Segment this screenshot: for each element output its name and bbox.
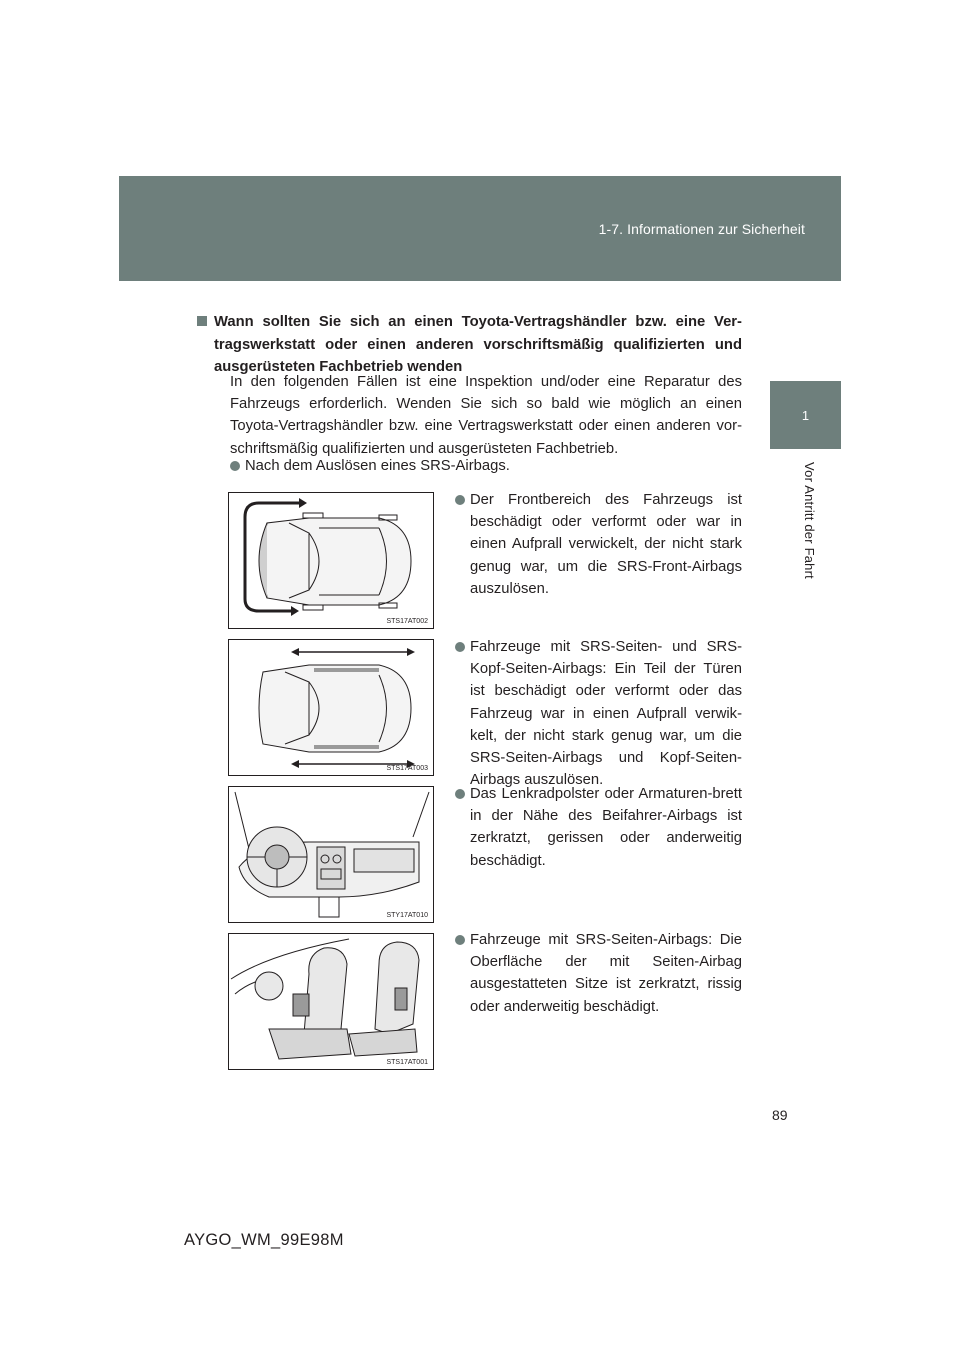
front-seats-illustration: [229, 934, 434, 1070]
circle-bullet-icon: [230, 461, 240, 471]
figure-code: STS17AT001: [386, 1059, 428, 1066]
bullet-item: [245, 455, 745, 477]
chapter-tab: [770, 381, 841, 449]
page-number: 89: [772, 1107, 788, 1123]
bullet-item: [470, 636, 742, 791]
chapter-number: 1: [801, 407, 810, 423]
circle-bullet-icon: [455, 495, 465, 505]
circle-bullet-icon: [455, 789, 465, 799]
chapter-title: Vor Antritt der Fahrt: [802, 462, 817, 579]
figure-dashboard: [228, 786, 434, 923]
bullet-text: Nach dem Auslösen eines SRS-Airbags.: [245, 458, 510, 474]
square-bullet-icon: [197, 316, 207, 326]
bullet-text: Fahrzeuge mit SRS-Seiten-Airbags: Die Oberfläche der mit Seiten-Airbag ausgestatteten Sitze ist zerkratzt, rissig oder anderweitig beschädigt.: [470, 932, 742, 1015]
bullet-text: Der Frontbereich des Fahrzeugs ist beschädigt oder verformt oder war in einen Aufprall verwickelt, der nicht stark genug war, um die SRS-Front-Airbags auszulösen.: [470, 492, 742, 597]
header-band: [119, 176, 841, 281]
figure-side-damage: [228, 639, 434, 776]
section-title: 1-7. Informationen zur Sicherheit: [598, 221, 805, 237]
bullet-item: [470, 929, 742, 1018]
document-code: AYGO_WM_99E98M: [184, 1231, 344, 1249]
dashboard-illustration: [229, 787, 434, 923]
figure-code: STY17AT010: [386, 912, 428, 919]
heading-text: Wann sollten Sie sich an einen Toyota-Vertragshändler bzw. eine Ver-tragswerkstatt oder einen anderen vorschriftsmäßig qualifizierten und ausgerüsteten Fachbetrieb wenden: [214, 314, 742, 375]
circle-bullet-icon: [455, 642, 465, 652]
bullet-item: [470, 783, 742, 872]
car-top-side-illustration: [229, 640, 434, 776]
figure-code: STS17AT003: [386, 765, 428, 772]
figure-front-damage: [228, 492, 434, 629]
circle-bullet-icon: [455, 935, 465, 945]
car-top-front-illustration: [229, 493, 434, 629]
figure-code: STS17AT002: [386, 618, 428, 625]
figure-seats: [228, 933, 434, 1070]
section-heading: [214, 311, 742, 379]
bullet-text: Fahrzeuge mit SRS-Seiten- und SRS-Kopf-Seiten-Airbags: Ein Teil der Türen ist beschädigt oder verformt oder das Fahrzeug war in einen Aufprall verwik-kelt, der nicht stark genug war, um die SRS-Seiten-Airbags und Kopf-Seiten-Airbags auszulösen.: [470, 639, 742, 789]
intro-paragraph: In den folgenden Fällen ist eine Inspektion und/oder eine Reparatur des Fahrzeugs erforderlich. Wenden Sie sich so bald wie möglich an einen Toyota-Vertragshändler bzw. eine Vertragswerkstatt oder einen anderen vor-schriftsmäßig qualifizierten und ausgerüsteten Fachbetrieb.: [230, 374, 742, 457]
bullet-text: Das Lenkradpolster oder Armaturen-brett in der Nähe des Beifahrer-Airbags ist zerkratzt, gerissen oder anderweitig beschädigt.: [470, 786, 742, 869]
bullet-item: [470, 489, 742, 600]
